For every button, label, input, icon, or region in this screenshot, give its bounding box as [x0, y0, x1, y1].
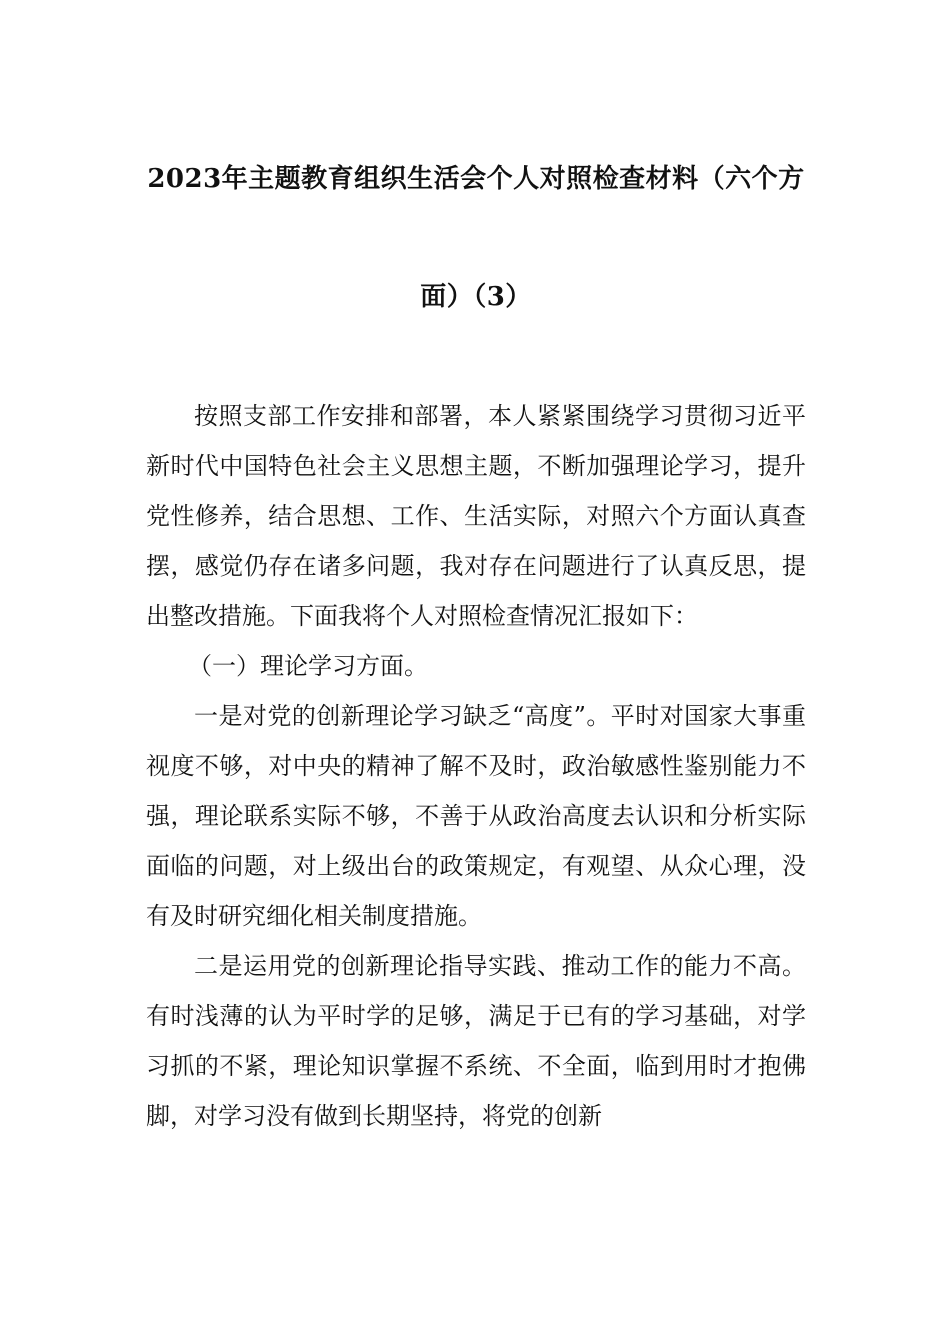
- body-paragraph: 一是对党的创新理论学习缺乏“高度”。平时对国家大事重视度不够，对中央的精神了解不及时，政治敏感性鉴别能力不强，理论联系实际不够，不善于从政治高度去认识和分析实际面临的问题，对上级出台的政策规定，有观望、从众心理，没有及时研究细化相关制度措施。: [146, 702, 806, 930]
- body-paragraph: 二是运用党的创新理论指导实践、推动工作的能力不高。有时浅薄的认为平时学的足够，满足于已有的学习基础，对学习抓的不紧，理论知识掌握不系统、不全面，临到用时才抱佛脚，对学习没有做到长期坚持，将党的创新: [146, 952, 806, 1130]
- section-heading: （一）理论学习方面。: [188, 652, 428, 680]
- document-body: [146, 391, 806, 1141]
- document-title-line-2: 面）（3）: [420, 282, 532, 312]
- document-title-line-1: 2023年主题教育组织生活会个人对照检查材料（六个方: [147, 164, 805, 194]
- intro-paragraph: 按照支部工作安排和部署，本人紧紧围绕学习贯彻习近平新时代中国特色社会主义思想主题，不断加强理论学习，提升党性修养，结合思想、工作、生活实际，对照六个方面认真查摆，感觉仍存在诸多问题，我对存在问题进行了认真反思，提出整改措施。下面我将个人对照检查情况汇报如下：: [146, 402, 806, 630]
